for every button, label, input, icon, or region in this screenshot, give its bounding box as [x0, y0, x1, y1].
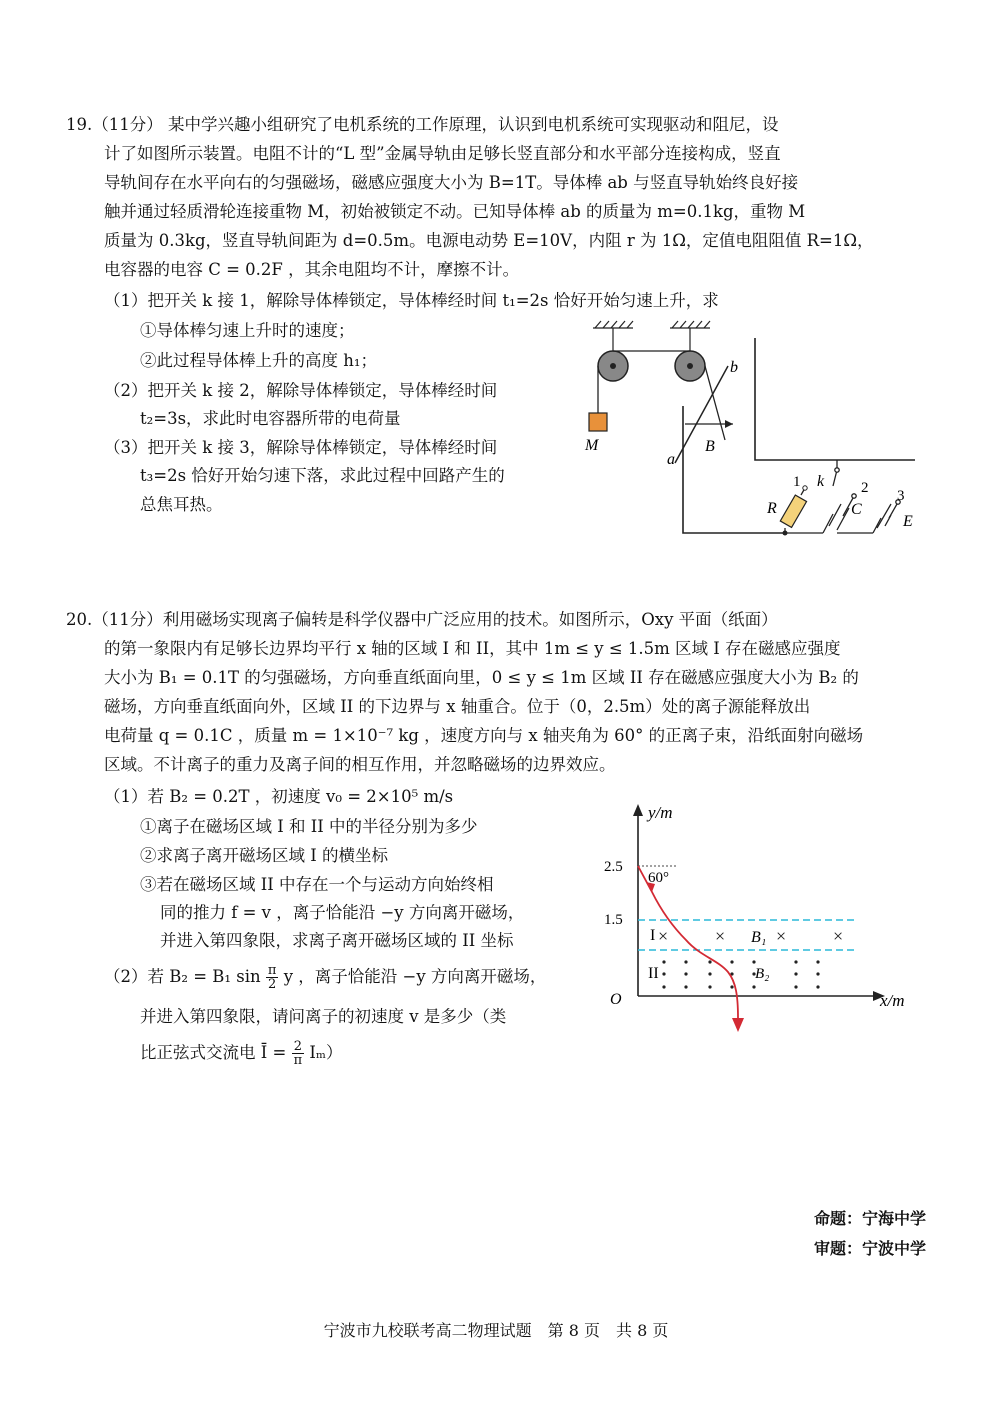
q20-part-2-analogy: 比正弦式交流电 Ī =: [140, 1043, 287, 1062]
fraction-den: π: [293, 1053, 303, 1068]
label-k: k: [817, 473, 825, 490]
q19-part-3: （3）把开关 k 接 3，解除导体棒锁定，导体棒经时间: [104, 438, 498, 457]
region-I-label: I: [650, 927, 656, 944]
fraction-num: 2: [292, 1040, 305, 1054]
q20-line-2: 的第一象限内有足够长边界均平行 x 轴的区域 I 和 II，其中 1m ≤ y ≤ 1.5m 区域 I 存在磁感应强度: [104, 639, 841, 658]
q19-part-1-a: ①导体棒匀速上升时的速度；: [140, 321, 355, 340]
x-axis-label: x/m: [880, 991, 905, 1010]
left-pulley-icon: [598, 351, 628, 381]
setter-credit: 命题：宁海中学: [813, 1209, 926, 1228]
switch-k-icon: [833, 460, 839, 486]
q19-part-1: （1）把开关 k 接 1，解除导体棒锁定，导体棒经时间 t₁=2s 恰好开始匀速上升，求: [104, 291, 719, 310]
label-a: a: [667, 451, 675, 468]
q19-part-3-cont: t₃=2s 恰好开始匀速下落，求此过程中回路产生的: [140, 466, 505, 485]
q20-part-1-c-end: 并进入第四象限，求离子离开磁场区域的 II 坐标: [160, 931, 514, 950]
q20-field-figure: [600, 796, 930, 1041]
q19-line-6: 电容器的电容 C = 0.2F ，其余电阻均不计，摩擦不计。: [104, 260, 520, 279]
q20-part-2-rest: y ，离子恰能沿 −y 方向离开磁场，: [283, 967, 547, 986]
q19-line-1: 19.（11分） 某中学兴趣小组研究了电机系统的工作原理，认识到电机系统可实现驱动和阻尼，设: [66, 115, 779, 134]
q20-line-5: 电荷量 q = 0.1C ，质量 m = 1×10⁻⁷ kg ，速度方向与 x 轴夹角为 60° 的正离子束，沿纸面射向磁场: [104, 726, 864, 745]
q19-part-2: （2）把开关 k 接 2，解除导体棒锁定，导体棒经时间: [104, 381, 498, 400]
q20-part-2-end: [140, 1040, 343, 1067]
reviewer-credit: 审题：宁波中学: [813, 1239, 926, 1258]
battery-icon: [873, 500, 900, 533]
B2-label: B₂: [755, 966, 770, 982]
q20-part-1-c: ③若在磁场区域 II 中存在一个与运动方向始终相: [140, 875, 494, 894]
q19-line-3: 导轨间存在水平向右的匀强磁场，磁感应强度大小为 B=1T。导体棒 ab 与竖直导轨始终良好接: [104, 173, 799, 192]
resistor-icon: [780, 486, 807, 536]
magnetic-field-arrow-icon: [685, 420, 733, 428]
q20-part-1-c-cont: 同的推力 f = v ，离子恰能沿 −y 方向离开磁场，: [160, 903, 525, 922]
q19-line-2: 计了如图所示装置。电阻不计的“L 型”金属导轨由足够长竖直部分和水平部分连接构成，竖直: [104, 144, 781, 163]
label-B: B: [705, 438, 715, 455]
trajectory-arrow-icon: [732, 1018, 744, 1032]
label-terminal-1: 1: [793, 474, 801, 490]
label-M: M: [585, 437, 599, 454]
q19-part-3-end: 总焦耳热。: [140, 495, 223, 514]
q19-line-4: 触并通过轻质滑轮连接重物 M，初始被锁定不动。已知导体棒 ab 的质量为 m=0.1kg，重物 M: [104, 202, 806, 221]
page-footer: 宁波市九校联考高二物理试题 第 8 页 共 8 页: [323, 1321, 669, 1340]
q20-line-3: 大小为 B₁ = 0.1T 的匀强磁场，方向垂直纸面向里，0 ≤ y ≤ 1m 区域 II 存在磁感应强度大小为 B₂ 的: [104, 668, 859, 687]
y-tick-2-5: 2.5: [604, 859, 623, 875]
q20-part-2-start: （2）若 B₂ = B₁ sin: [104, 967, 261, 986]
q20-part-1-a: ①离子在磁场区域 I 和 II 中的半径分别为多少: [140, 817, 478, 836]
fraction-pi-over-2: [266, 964, 279, 991]
q20-part-2-cont: 并进入第四象限，请问离子的初速度 v 是多少（类: [140, 1007, 507, 1026]
q19-circuit-figure: [575, 318, 935, 543]
right-pulley-icon: [675, 351, 705, 381]
label-terminal-2: 2: [861, 480, 869, 496]
field-out-of-page-dots: [662, 960, 819, 988]
q20-line-4: 磁场，方向垂直纸面向外，区域 II 的下边界与 x 轴重合。位于（0，2.5m）处的离子源能释放出: [104, 697, 811, 716]
label-b: b: [730, 359, 738, 376]
q20-line-1: 20.（11分）利用磁场实现离子偏转是科学仪器中广泛应用的技术。如图所示，Oxy 平面（纸面）: [66, 610, 778, 629]
field-into-page-icon: ×: [715, 926, 726, 946]
field-into-page-icon: ×: [776, 926, 787, 946]
fraction-den: 2: [268, 977, 277, 992]
origin-label: O: [610, 991, 622, 1008]
fraction-num: π: [267, 963, 277, 978]
q20-line-6: 区域。不计离子的重力及离子间的相互作用，并忽略磁场的边界效应。: [104, 755, 616, 774]
q20-part-2-tail: Iₘ）: [309, 1043, 343, 1062]
angle-label: 60°: [648, 870, 669, 886]
label-terminal-3: 3: [897, 488, 905, 504]
mass-block: [589, 413, 607, 431]
q19-part-2-cont: t₂=3s，求此时电容器所带的电荷量: [140, 409, 401, 428]
y-tick-1-5: 1.5: [604, 912, 623, 928]
field-into-page-icon: ×: [833, 926, 844, 946]
q20-part-1-b: ②求离子离开磁场区域 I 的横坐标: [140, 846, 389, 865]
region-II-label: II: [648, 965, 659, 982]
label-E: E: [903, 513, 913, 530]
label-C: C: [851, 501, 862, 518]
label-R: R: [767, 500, 777, 517]
B1-label: B₁: [751, 929, 767, 946]
q20-part-1: （1）若 B₂ = 0.2T ，初速度 v₀ = 2×10⁵ m/s: [104, 787, 454, 806]
y-axis-arrow-icon: [633, 804, 643, 816]
fraction-2-over-pi: [292, 1040, 305, 1067]
field-into-page-icon: ×: [658, 926, 669, 946]
q19-line-5: 质量为 0.3kg，竖直导轨间距为 d=0.5m。电源电动势 E=10V，内阻 r 为 1Ω，定值电阻阻值 R=1Ω，: [104, 231, 874, 250]
q19-part-1-b: ②此过程导体棒上升的高度 h₁；: [140, 351, 377, 370]
y-axis-label: y/m: [648, 803, 673, 822]
q20-part-2: [104, 964, 546, 991]
